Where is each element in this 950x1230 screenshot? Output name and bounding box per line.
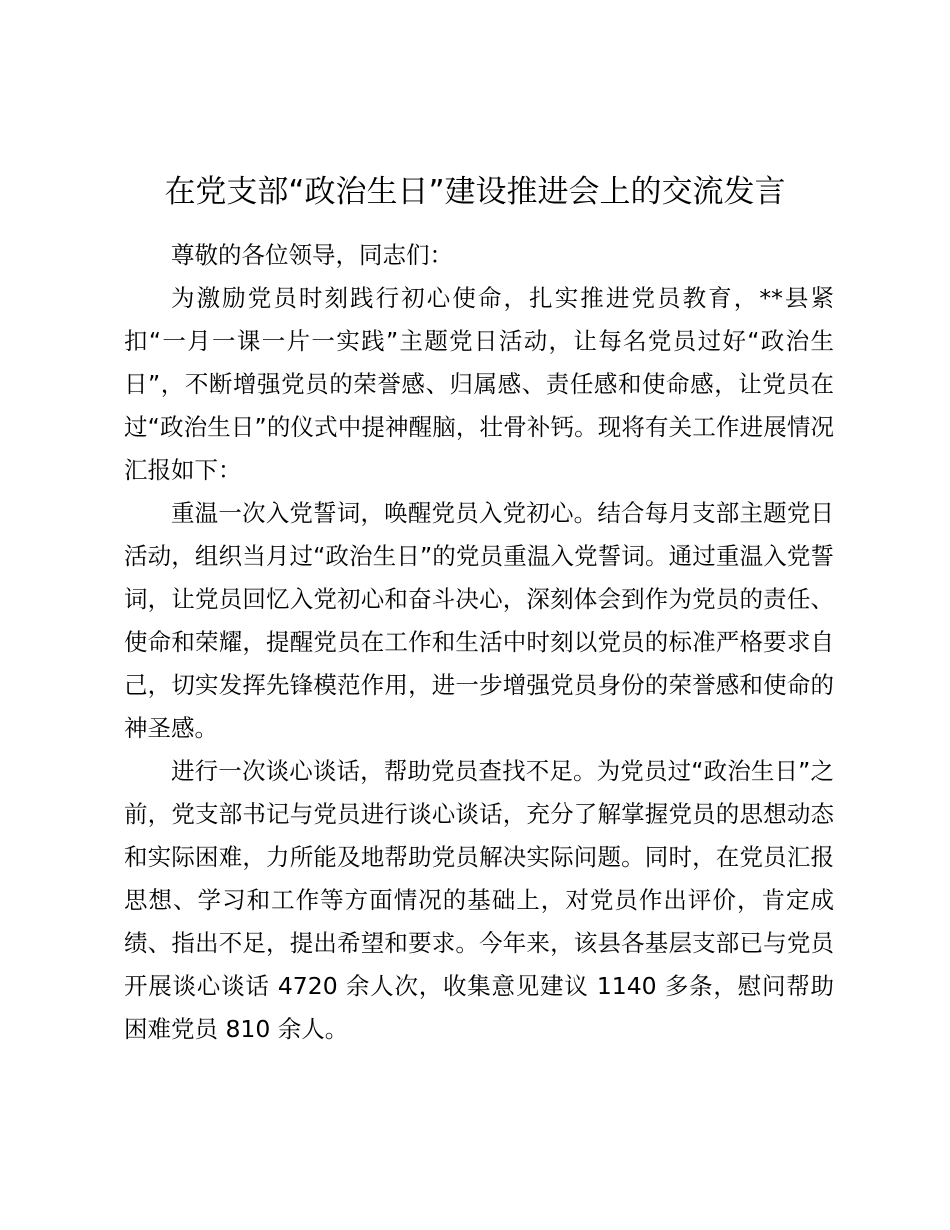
body-paragraph-intro: 为激励党员时刻践行初心使命，扎实推进党员教育，**县紧扣“一月一课一片一实践”主题党日活动，让每名党员过好“政治生日”，不断增强党员的荣誉感、归属感、责任感和使命感，让党员在过“政治生日”的仪式中提神醒脑，壮骨补钙。现将有关工作进展情况汇报如下： (124, 284, 834, 484)
document-title: 在党支部“政治生日”建设推进会上的交流发言 (164, 174, 786, 210)
body-paragraph-oath: 重温一次入党誓词，唤醒党员入党初心。结合每月支部主题党日活动，组织当月过“政治生日”的党员重温入党誓词。通过重温入党誓词，让党员回忆入党初心和奋斗决心，深刻体会到作为党员的责任、使命和荣耀，提醒党员在工作和生活中时刻以党员的标准严格要求自己，切实发挥先锋模范作用，进一步增强党员身份的荣誉感和使命的神圣感。 (124, 499, 834, 742)
body-paragraph-talk: 进行一次谈心谈话，帮助党员查找不足。为党员过“政治生日”之前，党支部书记与党员进行谈心谈话，充分了解掌握党员的思想动态和实际困难，力所能及地帮助党员解决实际问题。同时，在党员汇报思想、学习和工作等方面情况的基础上，对党员作出评价，肯定成绩、指出不足，提出希望和要求。今年来，该县各基层支部已与党员开展谈心谈话 4720 余人次，收集意见建议 1140 多条，慰问帮助困难党员 810 余人。 (124, 757, 834, 1043)
greeting-paragraph: 尊敬的各位领导，同志们： (171, 241, 453, 269)
document-body (124, 234, 834, 1051)
